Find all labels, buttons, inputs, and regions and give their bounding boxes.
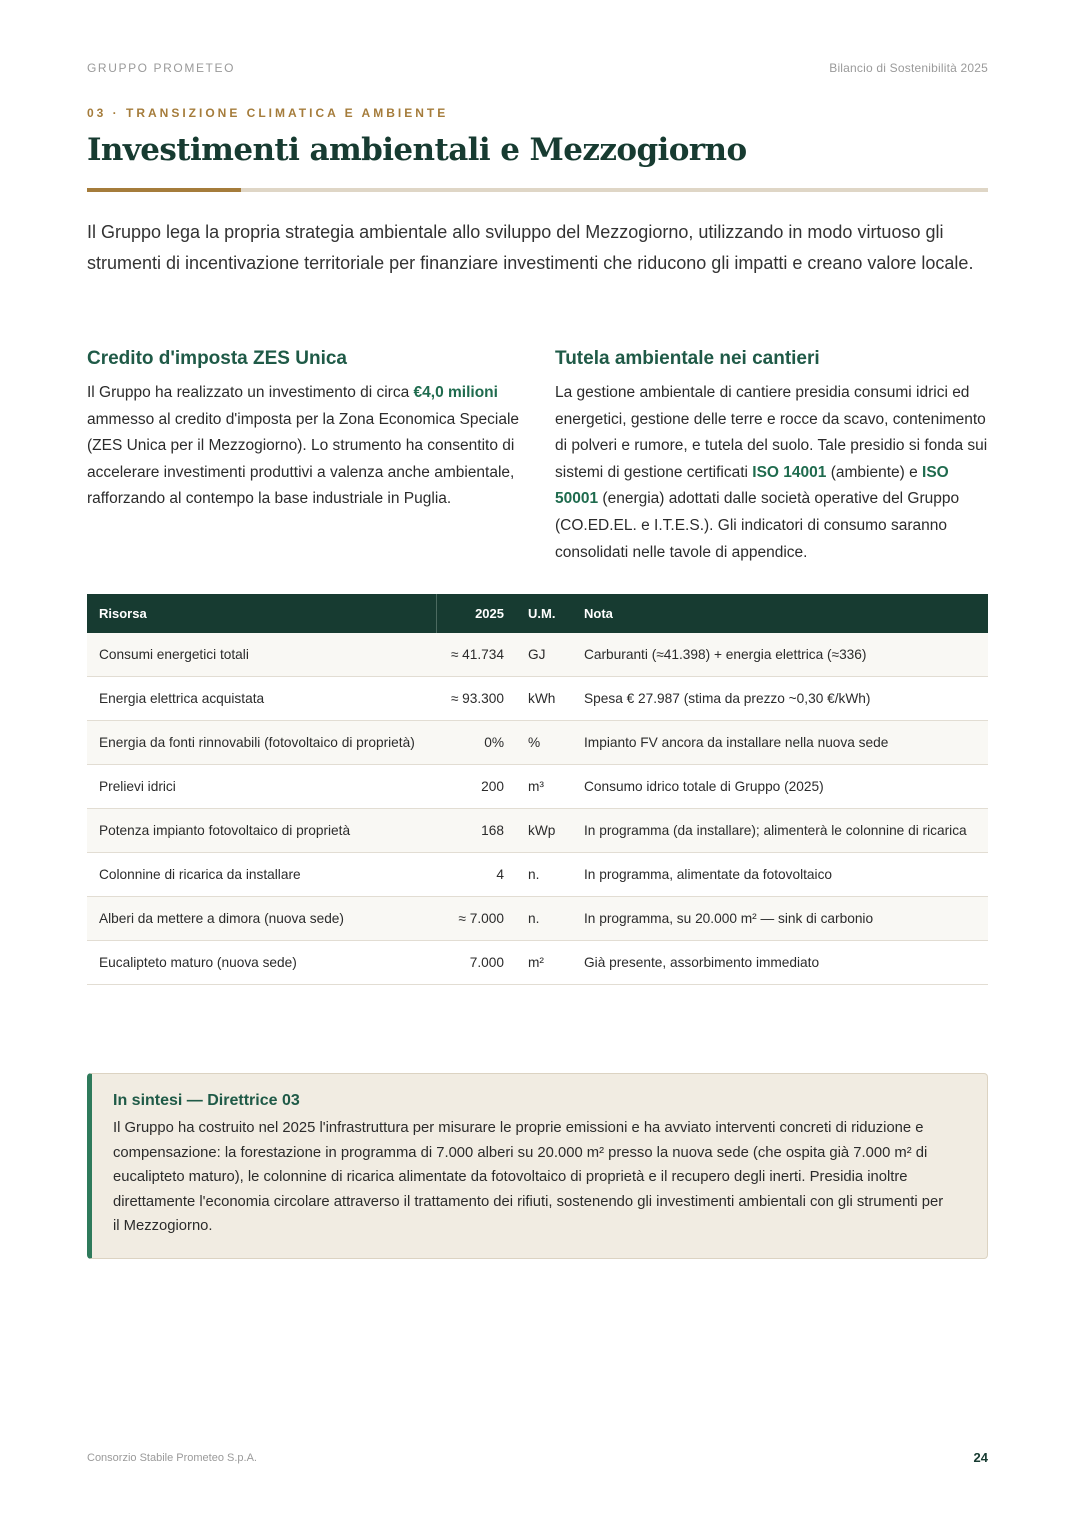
table-row [87, 721, 988, 765]
cell-valore: 200 [437, 765, 517, 809]
cell-valore: 0% [437, 721, 517, 765]
cell-risorsa: Prelievi idrici [87, 765, 437, 809]
cell-nota: Spesa € 27.987 (stima da prezzo ~0,30 €/kWh) [572, 677, 988, 721]
cell-valore: ≈ 41.734 [437, 633, 517, 677]
cell-risorsa: Potenza impianto fotovoltaico di proprietà [87, 809, 437, 853]
cell-valore: ≈ 93.300 [437, 677, 517, 721]
table-row [87, 897, 988, 941]
table-header-row [87, 594, 988, 633]
cell-um: m³ [516, 765, 572, 809]
zes-amount-highlight: €4,0 milioni [413, 384, 498, 401]
summary-text: Il Gruppo ha costruito nel 2025 l'infrastruttura per misurare le proprie emissioni e ha avviato interventi concreti di riduzione e compensazione: la forestazione in programma di 7.000 alberi su 20.000 m² presso la nuova sede (che ospita già 7.000 m² di eucalipteto maturo), le colonnine di ricarica alimentate da fotovoltaico di proprietà e il recupero degli inerti. Presidia inoltre direttamente l'economia circolare attraverso il trattamento dei rifiuti, sostenendo gli investimenti ambientali con gli strumenti per il Mezzogiorno. [113, 1120, 944, 1235]
running-header [87, 61, 988, 77]
cell-um: kWh [516, 677, 572, 721]
table-row [87, 809, 988, 853]
cell-nota: In programma, alimentate da fotovoltaico [572, 853, 988, 897]
page-number: 24 [973, 1450, 988, 1465]
table-row [87, 633, 988, 677]
col-header-2025: 2025 [437, 594, 517, 633]
table-row [87, 853, 988, 897]
col-header-nota: Nota [572, 594, 988, 633]
cell-nota: Impianto FV ancora da installare nella nuova sede [572, 721, 988, 765]
report-title: Bilancio di Sostenibilità 2025 [829, 61, 988, 75]
cell-um: kWp [516, 809, 572, 853]
page-footer [87, 1450, 988, 1468]
summary-title: In sintesi — Direttrice 03 [113, 1092, 300, 1109]
zes-heading: Credito d'imposta ZES Unica [87, 348, 347, 369]
page-title: Investimenti ambientali e Mezzogiorno [87, 132, 747, 168]
title-divider-accent [87, 188, 241, 192]
cantieri-paragraph [555, 380, 988, 566]
cell-um: GJ [516, 633, 572, 677]
summary-callout [87, 1073, 988, 1259]
cell-um: m² [516, 941, 572, 985]
zes-column [87, 346, 520, 513]
cell-nota: Consumo idrico totale di Gruppo (2025) [572, 765, 988, 809]
intro-paragraph: Il Gruppo lega la propria strategia ambientale allo sviluppo del Mezzogiorno, utilizzando in modo virtuoso gli strumenti di incentivazione territoriale per finanziare investimenti che riducono gli impatti e creano valore locale. [87, 222, 974, 273]
cell-valore: 168 [437, 809, 517, 853]
org-name: GRUPPO PROMETEO [87, 61, 236, 75]
col-header-risorsa: Risorsa [87, 594, 437, 633]
cell-risorsa: Alberi da mettere a dimora (nuova sede) [87, 897, 437, 941]
cantieri-heading: Tutela ambientale nei cantieri [555, 348, 820, 369]
col-header-um: U.M. [516, 594, 572, 633]
zes-paragraph [87, 380, 520, 513]
cell-um: n. [516, 897, 572, 941]
iso-50001-highlight: ISO 50001 [555, 463, 949, 508]
cell-risorsa: Consumi energetici totali [87, 633, 437, 677]
cell-nota: Carburanti (≈41.398) + energia elettrica (≈336) [572, 633, 988, 677]
cell-valore: 4 [437, 853, 517, 897]
cantieri-text-c: (energia) adottati dalle società operative del Gruppo (CO.ED.EL. e I.T.E.S.). Gli indicatori di consumo saranno consolidati nelle tavole di appendice. [555, 490, 960, 561]
title-divider [87, 188, 988, 192]
cell-risorsa: Eucalipteto maturo (nuova sede) [87, 941, 437, 985]
table-row [87, 677, 988, 721]
iso-14001-highlight: ISO 14001 [752, 463, 827, 481]
section-eyebrow: 03 · TRANSIZIONE CLIMATICA E AMBIENTE [87, 106, 449, 120]
zes-text-b: ammesso al credito d'imposta per la Zona Economica Speciale (ZES Unica per il Mezzogiorno). Lo strumento ha consentito di accelerare investimenti produttivi a valenza anche ambientale, rafforzando al contempo la base industriale in Puglia. [87, 410, 520, 508]
cell-valore: 7.000 [437, 941, 517, 985]
cell-nota: Già presente, assorbimento immediato [572, 941, 988, 985]
cantieri-text-a: La gestione ambientale di cantiere presidia consumi idrici ed energetici, gestione delle terre e rocce da scavo, contenimento di polveri e rumore, e tutela del suolo. Tale presidio si fonda sui sistemi di gestione certificati [555, 384, 988, 481]
cell-um: n. [516, 853, 572, 897]
resources-table [87, 594, 988, 985]
footer-company: Consorzio Stabile Prometeo S.p.A. [87, 1452, 257, 1464]
cell-nota: In programma (da installare); alimenterà le colonnine di ricarica [572, 809, 988, 853]
cell-risorsa: Energia elettrica acquistata [87, 677, 437, 721]
cantieri-text-b: (ambiente) e [826, 463, 923, 481]
cell-risorsa: Energia da fonti rinnovabili (fotovoltaico di proprietà) [87, 721, 437, 765]
cell-valore: ≈ 7.000 [437, 897, 517, 941]
table-row [87, 765, 988, 809]
cantieri-column [555, 346, 988, 566]
cell-nota: In programma, su 20.000 m² — sink di carbonio [572, 897, 988, 941]
zes-text-a: Il Gruppo ha realizzato un investimento di circa [87, 384, 414, 401]
cell-um: % [516, 721, 572, 765]
table-row [87, 941, 988, 985]
cell-risorsa: Colonnine di ricarica da installare [87, 853, 437, 897]
